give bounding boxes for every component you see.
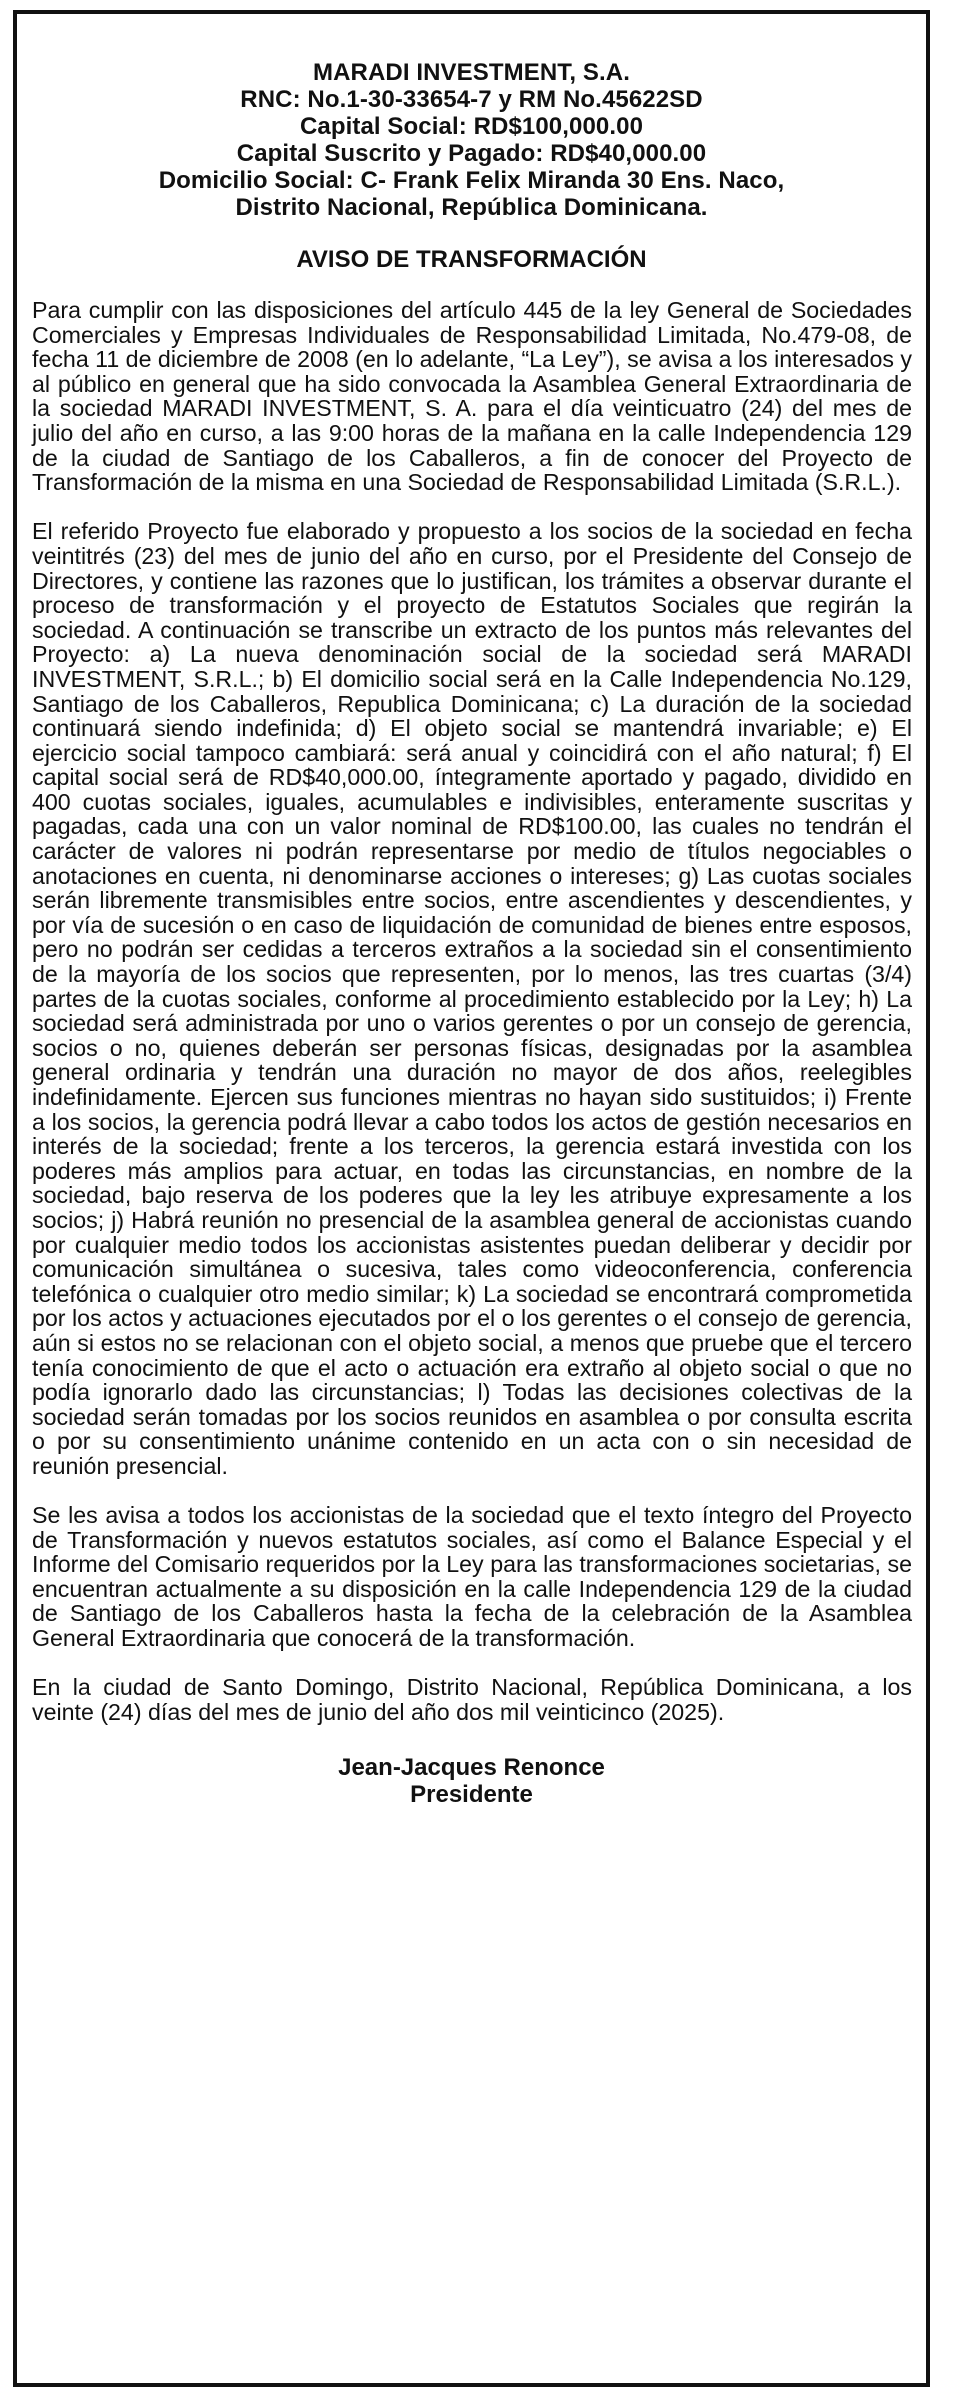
paragraph-convocatoria: Para cumplir con las disposiciones del artículo 445 de la ley General de Sociedades Comerciales y Empresas Individuales de Responsabilidad Limitada, No.479-08, de fecha 11 de diciembre de 2008 (en lo adelante, “La Ley”), se avisa a los interesados y al público en general que ha sido convocada la Asamblea General Extraordinaria de la sociedad MARADI INVESTMENT, S. A. para el día veinticuatro (24) del mes de julio del año en curso, a las 9:00 horas de la mañana en la calle Independencia 129 de la ciudad de Santiago de los Caballeros, a fin de conocer del Proyecto de Transformación de la misma en una Sociedad de Responsabilidad Limitada (S.R.L.). <box>32 297 912 496</box>
signatory-name: Jean-Jacques Renonce <box>338 1754 605 1782</box>
notice-title: AVISO DE TRANSFORMACIÓN <box>296 246 647 273</box>
company-header <box>17 59 926 221</box>
domicilio-line-1: Domicilio Social: C- Frank Felix Miranda 30 Ens. Naco, <box>158 167 785 194</box>
signatory-role: Presidente <box>410 1781 533 1809</box>
paragraph-fecha: En la ciudad de Santo Domingo, Distrito Nacional, República Dominicana, a los veinte (24) días del mes de junio del año dos mil veinticinco (2025). <box>32 1674 912 1725</box>
capital-social: Capital Social: RD$100,000.00 <box>299 113 644 140</box>
legal-notice <box>13 10 930 2387</box>
capital-suscrito: Capital Suscrito y Pagado: RD$40,000.00 <box>236 140 707 167</box>
notice-body <box>17 298 926 1724</box>
signature-block <box>17 1754 926 1808</box>
domicilio-line-2: Distrito Nacional, República Dominicana. <box>235 194 708 221</box>
company-name: MARADI INVESTMENT, S.A. <box>313 59 630 86</box>
paragraph-aviso-accionistas: Se les avisa a todos los accionistas de la sociedad que el texto íntegro del Proyecto de Transformación y nuevos estatutos sociales, así como el Balance Especial y el Informe del Comisario requeridos por la Ley para las transformaciones societarias, se encuentran actualmente a su disposición en la calle Independencia 129 de la ciudad de Santiago de los Caballeros hasta la fecha de la celebración de la Asamblea General Extraordinaria que conocerá de la transformación. <box>32 1502 912 1652</box>
paragraph-proyecto: El referido Proyecto fue elaborado y propuesto a los socios de la sociedad en fecha veintitrés (23) del mes de junio del año en curso, por el Presidente del Consejo de Directores, y contiene las razones que lo justifican, los trámites a observar durante el proceso de transformación y el proyecto de Estatutos Sociales que regirán la sociedad. A continuación se transcribe un extracto de los puntos más relevantes del Proyecto: a) La nueva denominación social de la sociedad será MARADI INVESTMENT, S.R.L.; b) El domicilio social será en la Calle Independencia No.129, Santiago de los Caballeros, Republica Dominicana; c) La duración de la sociedad continuará siendo indefinida; d) El objeto social se mantendrá invariable; e) El ejercicio social tampoco cambiará: será anual y coincidirá con el año natural; f) El capital social será de RD$40,000.00, íntegramente aportado y pagado, dividido en 400 cuotas sociales, iguales, acumulables e indivisibles, enteramente suscritas y pagadas, cada una con un valor nominal de RD$100.00, las cuales no tendrán el carácter de valores ni podrán representarse por medio de títulos negociables o anotaciones en cuenta, ni denominarse acciones o intereses; g) Las cuotas sociales serán libremente transmisibles entre socios, entre ascendientes y descendientes, y por vía de sucesión o en caso de liquidación de comunidad de bienes entre esposos, pero no podrán ser cedidas a terceros extraños a la sociedad sin el consentimiento de la mayoría de los socios que representen, por lo menos, las tres cuartas (3/4) partes de la cuotas sociales, conforme al procedimiento establecido por la Ley; h) La sociedad será administrada por uno o varios gerentes o por un consejo de gerencia, socios o no, quienes deberán ser personas físicas, designadas por la asamblea general ordinaria y tendrán una duración no mayor de dos años, reelegibles indefinidamente. Ejercen sus funciones mientras no hayan sido sustituidos; i) Frente a los socios, la gerencia podrá llevar a cabo todos los actos de gestión necesarios en interés de la sociedad; frente a los terceros, la gerencia estará investida con los poderes más amplios para actuar, en todas las circunstancias, en nombre de la sociedad, bajo reserva de los poderes que la ley les atribuye expresamente a los socios; j) Habrá reunión no presencial de la asamblea general de accionistas cuando por cualquier medio todos los accionistas asistentes puedan deliberar y decidir por comunicación simultánea o sucesiva, tales como videoconferencia, conferencia telefónica o cualquier otro medio similar; k) La sociedad se encontrará comprometida por los actos y actuaciones ejecutados por el o los gerentes o el consejo de gerencia, aún si estos no se relacionan con el objeto social, a menos que pruebe que el tercero tenía conocimiento de que el acto o actuación era extraño al objeto social o que no podía ignorarlo dado las circunstancias; l) Todas las decisiones colectivas de la sociedad serán tomadas por los socios reunidos en asamblea o por consulta escrita o por su consentimiento unánime contenido en un acta con o sin necesidad de reunión presencial. <box>32 518 912 1479</box>
company-rnc: RNC: No.1-30-33654-7 y RM No.45622SD <box>240 86 703 113</box>
